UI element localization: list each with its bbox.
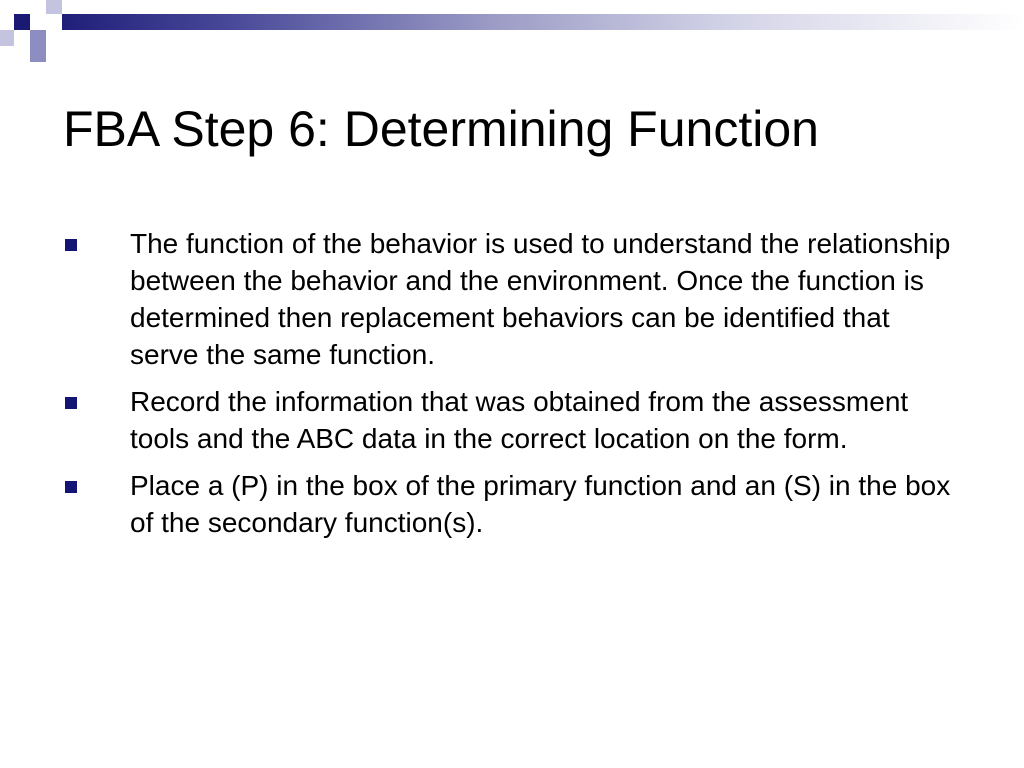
square-bullet-icon [65, 397, 77, 409]
decor-square-mid-lower [30, 46, 46, 62]
bullet-text: Place a (P) in the box of the primary function and an (S) in the box of the secondary function(s). [130, 470, 951, 538]
decor-square-mid [30, 30, 46, 46]
list-item [62, 467, 962, 541]
slide-title: FBA Step 6: Determining Function [63, 101, 819, 157]
list-item [62, 383, 962, 457]
square-bullet-icon [65, 239, 77, 251]
header-gradient-bar [62, 14, 1024, 30]
bullet-text: Record the information that was obtained from the assessment tools and the ABC data in the correct location on the form. [130, 386, 909, 454]
decor-square-light [46, 0, 62, 14]
header-decoration [0, 0, 1024, 62]
list-item [62, 225, 962, 373]
square-bullet-icon [65, 481, 77, 493]
decor-square-navy [14, 14, 30, 30]
decor-square-light-left [0, 30, 14, 46]
bullet-text: The function of the behavior is used to understand the relationship between the behavior and the environment. Once the function is determined then replacement behaviors can be identified that serve the same function. [130, 228, 951, 370]
bullet-list [62, 225, 962, 551]
